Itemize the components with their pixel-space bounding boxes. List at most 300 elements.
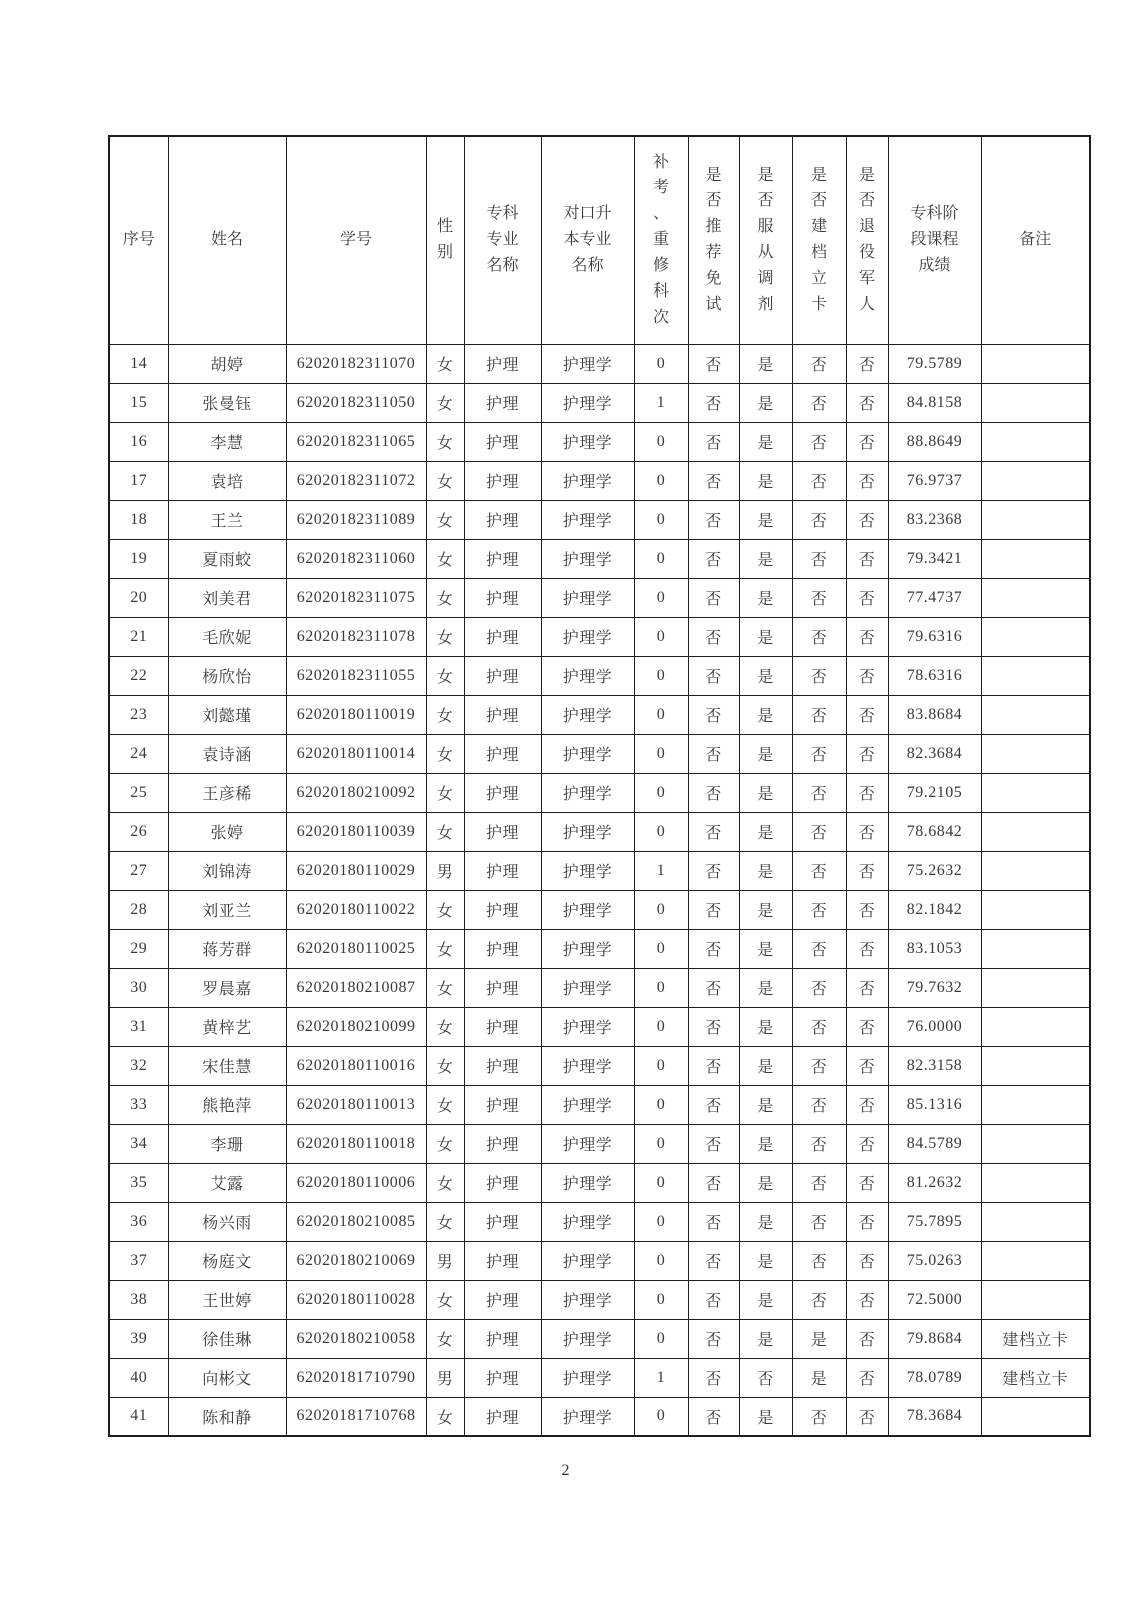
- cell-remark: [981, 929, 1090, 968]
- cell-index: 40: [109, 1358, 168, 1397]
- cell-exempt-recommended: 否: [688, 734, 739, 773]
- cell-remark: [981, 773, 1090, 812]
- cell-exempt-recommended: 否: [688, 461, 739, 500]
- cell-college-score: 77.4737: [888, 578, 981, 617]
- cell-name: 向彬文: [168, 1358, 286, 1397]
- cell-makeup-retake: 0: [634, 1046, 688, 1085]
- cell-name: 杨欣怡: [168, 656, 286, 695]
- cell-obey-adjustment: 是: [739, 695, 792, 734]
- cell-remark: [981, 500, 1090, 539]
- table-row: [109, 1280, 1090, 1319]
- cell-makeup-retake: 0: [634, 1319, 688, 1358]
- cell-remark: [981, 1124, 1090, 1163]
- cell-student-id: 62020182311050: [286, 383, 426, 422]
- cell-student-id: 62020180110018: [286, 1124, 426, 1163]
- cell-remark: [981, 422, 1090, 461]
- cell-college-score: 75.0263: [888, 1241, 981, 1280]
- cell-exempt-recommended: 否: [688, 968, 739, 1007]
- cell-obey-adjustment: 是: [739, 1046, 792, 1085]
- column-header-gender: [426, 136, 464, 344]
- cell-poverty-registered: 否: [792, 1202, 846, 1241]
- cell-remark: 建档立卡: [981, 1319, 1090, 1358]
- cell-poverty-registered: 否: [792, 383, 846, 422]
- cell-upgrade-major: 护理学: [541, 734, 634, 773]
- table-body: [109, 344, 1090, 1436]
- cell-student-id: 62020182311060: [286, 539, 426, 578]
- cell-student-id: 62020180110022: [286, 890, 426, 929]
- cell-poverty-registered: 否: [792, 812, 846, 851]
- cell-poverty-registered: 否: [792, 1280, 846, 1319]
- table-row: [109, 968, 1090, 1007]
- cell-upgrade-major: 护理学: [541, 383, 634, 422]
- cell-upgrade-major: 护理学: [541, 617, 634, 656]
- cell-remark: [981, 695, 1090, 734]
- cell-upgrade-major: 护理学: [541, 500, 634, 539]
- cell-poverty-registered: 否: [792, 1397, 846, 1436]
- cell-name: 陈和静: [168, 1397, 286, 1436]
- cell-makeup-retake: 1: [634, 851, 688, 890]
- cell-name: 杨庭文: [168, 1241, 286, 1280]
- cell-college-major: 护理: [464, 500, 541, 539]
- cell-index: 17: [109, 461, 168, 500]
- cell-remark: [981, 812, 1090, 851]
- cell-exempt-recommended: 否: [688, 1163, 739, 1202]
- column-header-label: 是否建档立卡: [810, 166, 827, 314]
- cell-veteran: 否: [846, 695, 888, 734]
- cell-upgrade-major: 护理学: [541, 539, 634, 578]
- cell-index: 33: [109, 1085, 168, 1124]
- table-row: [109, 773, 1090, 812]
- cell-veteran: 否: [846, 1046, 888, 1085]
- cell-upgrade-major: 护理学: [541, 890, 634, 929]
- cell-veteran: 否: [846, 461, 888, 500]
- column-header-label: 性别: [436, 218, 453, 262]
- cell-upgrade-major: 护理学: [541, 929, 634, 968]
- cell-index: 30: [109, 968, 168, 1007]
- cell-remark: 建档立卡: [981, 1358, 1090, 1397]
- cell-upgrade-major: 护理学: [541, 1085, 634, 1124]
- column-header-makeup-retake: [634, 136, 688, 344]
- cell-remark: [981, 1007, 1090, 1046]
- cell-makeup-retake: 0: [634, 812, 688, 851]
- cell-upgrade-major: 护理学: [541, 422, 634, 461]
- cell-obey-adjustment: 是: [739, 851, 792, 890]
- cell-upgrade-major: 护理学: [541, 812, 634, 851]
- cell-gender: 女: [426, 578, 464, 617]
- page-number: 2: [561, 1462, 570, 1479]
- cell-student-id: 62020180210099: [286, 1007, 426, 1046]
- column-header-college-major: [464, 136, 541, 344]
- cell-remark: [981, 1241, 1090, 1280]
- cell-gender: 女: [426, 539, 464, 578]
- cell-student-id: 62020182311070: [286, 344, 426, 383]
- cell-poverty-registered: 否: [792, 578, 846, 617]
- cell-veteran: 否: [846, 851, 888, 890]
- cell-gender: 女: [426, 773, 464, 812]
- cell-college-major: 护理: [464, 656, 541, 695]
- cell-veteran: 否: [846, 617, 888, 656]
- cell-college-score: 85.1316: [888, 1085, 981, 1124]
- cell-remark: [981, 578, 1090, 617]
- cell-makeup-retake: 0: [634, 773, 688, 812]
- cell-name: 艾露: [168, 1163, 286, 1202]
- cell-college-score: 75.7895: [888, 1202, 981, 1241]
- cell-upgrade-major: 护理学: [541, 773, 634, 812]
- cell-remark: [981, 539, 1090, 578]
- cell-poverty-registered: 否: [792, 1124, 846, 1163]
- cell-student-id: 62020182311072: [286, 461, 426, 500]
- cell-college-score: 83.1053: [888, 929, 981, 968]
- cell-college-major: 护理: [464, 890, 541, 929]
- cell-name: 夏雨蛟: [168, 539, 286, 578]
- table-row: [109, 500, 1090, 539]
- column-header-label: 是否服从调剂: [757, 166, 774, 314]
- cell-remark: [981, 1085, 1090, 1124]
- table-row: [109, 461, 1090, 500]
- cell-name: 王彦稀: [168, 773, 286, 812]
- table-head: [109, 136, 1090, 344]
- column-header-label: 专科阶段课程成绩: [910, 205, 959, 275]
- cell-makeup-retake: 0: [634, 500, 688, 539]
- cell-college-major: 护理: [464, 968, 541, 1007]
- cell-upgrade-major: 护理学: [541, 1046, 634, 1085]
- cell-remark: [981, 734, 1090, 773]
- cell-gender: 女: [426, 344, 464, 383]
- column-header-label: 是否推荐免试: [705, 166, 722, 314]
- cell-student-id: 62020180110013: [286, 1085, 426, 1124]
- cell-remark: [981, 1046, 1090, 1085]
- cell-college-major: 护理: [464, 734, 541, 773]
- cell-index: 28: [109, 890, 168, 929]
- table-row: [109, 1163, 1090, 1202]
- cell-obey-adjustment: 是: [739, 1280, 792, 1319]
- column-header-obey-adjustment: [739, 136, 792, 344]
- cell-obey-adjustment: 是: [739, 929, 792, 968]
- cell-exempt-recommended: 否: [688, 656, 739, 695]
- cell-student-id: 62020181710790: [286, 1358, 426, 1397]
- cell-obey-adjustment: 是: [739, 383, 792, 422]
- column-header-poverty-registered: [792, 136, 846, 344]
- cell-obey-adjustment: 是: [739, 656, 792, 695]
- cell-poverty-registered: 否: [792, 617, 846, 656]
- cell-college-major: 护理: [464, 1202, 541, 1241]
- cell-gender: 女: [426, 968, 464, 1007]
- cell-college-score: 78.6316: [888, 656, 981, 695]
- cell-name: 刘懿瑾: [168, 695, 286, 734]
- column-header-remark: [981, 136, 1090, 344]
- cell-remark: [981, 968, 1090, 1007]
- cell-name: 李慧: [168, 422, 286, 461]
- cell-college-major: 护理: [464, 1319, 541, 1358]
- cell-obey-adjustment: 是: [739, 1202, 792, 1241]
- cell-college-major: 护理: [464, 461, 541, 500]
- cell-student-id: 62020180210069: [286, 1241, 426, 1280]
- cell-index: 25: [109, 773, 168, 812]
- cell-student-id: 62020180210058: [286, 1319, 426, 1358]
- cell-poverty-registered: 否: [792, 344, 846, 383]
- cell-remark: [981, 1280, 1090, 1319]
- cell-makeup-retake: 0: [634, 539, 688, 578]
- table-row: [109, 617, 1090, 656]
- cell-exempt-recommended: 否: [688, 1007, 739, 1046]
- cell-college-major: 护理: [464, 539, 541, 578]
- cell-name: 刘亚兰: [168, 890, 286, 929]
- cell-obey-adjustment: 是: [739, 1241, 792, 1280]
- cell-college-major: 护理: [464, 1163, 541, 1202]
- cell-college-score: 76.0000: [888, 1007, 981, 1046]
- cell-obey-adjustment: 是: [739, 1124, 792, 1163]
- cell-makeup-retake: 0: [634, 617, 688, 656]
- cell-veteran: 否: [846, 812, 888, 851]
- cell-college-major: 护理: [464, 578, 541, 617]
- cell-index: 41: [109, 1397, 168, 1436]
- cell-gender: 女: [426, 1163, 464, 1202]
- cell-index: 27: [109, 851, 168, 890]
- cell-name: 刘美君: [168, 578, 286, 617]
- cell-makeup-retake: 0: [634, 1241, 688, 1280]
- cell-veteran: 否: [846, 773, 888, 812]
- cell-veteran: 否: [846, 1280, 888, 1319]
- column-header-exempt-recommended: [688, 136, 739, 344]
- cell-college-score: 82.1842: [888, 890, 981, 929]
- cell-makeup-retake: 0: [634, 1007, 688, 1046]
- cell-remark: [981, 383, 1090, 422]
- cell-name: 李珊: [168, 1124, 286, 1163]
- cell-college-score: 76.9737: [888, 461, 981, 500]
- cell-upgrade-major: 护理学: [541, 1241, 634, 1280]
- header-row: [109, 136, 1090, 344]
- cell-upgrade-major: 护理学: [541, 1280, 634, 1319]
- cell-gender: 女: [426, 734, 464, 773]
- cell-upgrade-major: 护理学: [541, 461, 634, 500]
- table-row: [109, 383, 1090, 422]
- table-row: [109, 578, 1090, 617]
- cell-gender: 女: [426, 1124, 464, 1163]
- cell-index: 29: [109, 929, 168, 968]
- cell-gender: 女: [426, 890, 464, 929]
- cell-makeup-retake: 0: [634, 422, 688, 461]
- cell-index: 18: [109, 500, 168, 539]
- cell-gender: 女: [426, 1319, 464, 1358]
- cell-name: 杨兴雨: [168, 1202, 286, 1241]
- cell-poverty-registered: 否: [792, 539, 846, 578]
- cell-remark: [981, 617, 1090, 656]
- cell-name: 袁诗涵: [168, 734, 286, 773]
- cell-gender: 女: [426, 383, 464, 422]
- cell-student-id: 62020180110014: [286, 734, 426, 773]
- cell-veteran: 否: [846, 539, 888, 578]
- cell-exempt-recommended: 否: [688, 422, 739, 461]
- cell-college-score: 82.3684: [888, 734, 981, 773]
- cell-poverty-registered: 否: [792, 656, 846, 695]
- cell-student-id: 62020182311089: [286, 500, 426, 539]
- cell-index: 14: [109, 344, 168, 383]
- cell-makeup-retake: 0: [634, 1280, 688, 1319]
- cell-obey-adjustment: 否: [739, 1358, 792, 1397]
- cell-index: 19: [109, 539, 168, 578]
- cell-makeup-retake: 0: [634, 461, 688, 500]
- cell-obey-adjustment: 是: [739, 968, 792, 1007]
- cell-name: 宋佳慧: [168, 1046, 286, 1085]
- cell-gender: 女: [426, 1202, 464, 1241]
- cell-index: 39: [109, 1319, 168, 1358]
- cell-upgrade-major: 护理学: [541, 578, 634, 617]
- cell-student-id: 62020180210087: [286, 968, 426, 1007]
- cell-student-id: 62020180110039: [286, 812, 426, 851]
- table-row: [109, 1397, 1090, 1436]
- cell-remark: [981, 461, 1090, 500]
- cell-obey-adjustment: 是: [739, 890, 792, 929]
- cell-index: 31: [109, 1007, 168, 1046]
- table-row: [109, 344, 1090, 383]
- cell-name: 黄梓艺: [168, 1007, 286, 1046]
- cell-college-score: 79.3421: [888, 539, 981, 578]
- student-roster-table-wrap: [108, 135, 1089, 1437]
- cell-makeup-retake: 0: [634, 695, 688, 734]
- table-row: [109, 422, 1090, 461]
- cell-upgrade-major: 护理学: [541, 968, 634, 1007]
- cell-gender: 女: [426, 1046, 464, 1085]
- column-header-student-id: [286, 136, 426, 344]
- cell-college-score: 84.5789: [888, 1124, 981, 1163]
- cell-exempt-recommended: 否: [688, 1358, 739, 1397]
- cell-college-major: 护理: [464, 1280, 541, 1319]
- cell-exempt-recommended: 否: [688, 812, 739, 851]
- cell-college-score: 72.5000: [888, 1280, 981, 1319]
- cell-index: 20: [109, 578, 168, 617]
- cell-exempt-recommended: 否: [688, 617, 739, 656]
- cell-exempt-recommended: 否: [688, 539, 739, 578]
- cell-college-score: 81.2632: [888, 1163, 981, 1202]
- column-header-label: 序号: [122, 231, 155, 249]
- cell-college-score: 75.2632: [888, 851, 981, 890]
- cell-student-id: 62020181710768: [286, 1397, 426, 1436]
- student-roster-table: [108, 135, 1091, 1437]
- cell-obey-adjustment: 是: [739, 734, 792, 773]
- table-row: [109, 1358, 1090, 1397]
- cell-obey-adjustment: 是: [739, 773, 792, 812]
- cell-obey-adjustment: 是: [739, 1007, 792, 1046]
- cell-college-score: 79.5789: [888, 344, 981, 383]
- cell-college-major: 护理: [464, 812, 541, 851]
- cell-obey-adjustment: 是: [739, 422, 792, 461]
- cell-index: 21: [109, 617, 168, 656]
- cell-exempt-recommended: 否: [688, 1241, 739, 1280]
- cell-veteran: 否: [846, 1163, 888, 1202]
- cell-obey-adjustment: 是: [739, 812, 792, 851]
- cell-student-id: 62020180110016: [286, 1046, 426, 1085]
- cell-student-id: 62020180110029: [286, 851, 426, 890]
- cell-gender: 女: [426, 812, 464, 851]
- cell-upgrade-major: 护理学: [541, 1007, 634, 1046]
- cell-college-major: 护理: [464, 929, 541, 968]
- cell-gender: 女: [426, 422, 464, 461]
- cell-gender: 女: [426, 929, 464, 968]
- table-row: [109, 1319, 1090, 1358]
- cell-upgrade-major: 护理学: [541, 1163, 634, 1202]
- column-header-index: [109, 136, 168, 344]
- cell-veteran: 否: [846, 500, 888, 539]
- cell-upgrade-major: 护理学: [541, 1202, 634, 1241]
- cell-name: 毛欣妮: [168, 617, 286, 656]
- cell-exempt-recommended: 否: [688, 773, 739, 812]
- cell-poverty-registered: 否: [792, 929, 846, 968]
- cell-student-id: 62020182311055: [286, 656, 426, 695]
- cell-upgrade-major: 护理学: [541, 1124, 634, 1163]
- cell-exempt-recommended: 否: [688, 929, 739, 968]
- table-row: [109, 1046, 1090, 1085]
- column-header-name: [168, 136, 286, 344]
- cell-gender: 女: [426, 1007, 464, 1046]
- cell-poverty-registered: 否: [792, 422, 846, 461]
- cell-index: 37: [109, 1241, 168, 1280]
- cell-student-id: 62020180110028: [286, 1280, 426, 1319]
- cell-veteran: 否: [846, 968, 888, 1007]
- cell-student-id: 62020180110006: [286, 1163, 426, 1202]
- cell-college-major: 护理: [464, 1046, 541, 1085]
- cell-veteran: 否: [846, 344, 888, 383]
- cell-exempt-recommended: 否: [688, 1202, 739, 1241]
- cell-poverty-registered: 否: [792, 968, 846, 1007]
- cell-makeup-retake: 0: [634, 1163, 688, 1202]
- cell-college-major: 护理: [464, 1124, 541, 1163]
- cell-college-major: 护理: [464, 851, 541, 890]
- cell-exempt-recommended: 否: [688, 500, 739, 539]
- cell-obey-adjustment: 是: [739, 578, 792, 617]
- cell-veteran: 否: [846, 1358, 888, 1397]
- cell-poverty-registered: 否: [792, 851, 846, 890]
- cell-exempt-recommended: 否: [688, 578, 739, 617]
- table-row: [109, 1124, 1090, 1163]
- cell-remark: [981, 890, 1090, 929]
- cell-obey-adjustment: 是: [739, 1397, 792, 1436]
- cell-veteran: 否: [846, 383, 888, 422]
- cell-college-score: 88.8649: [888, 422, 981, 461]
- cell-poverty-registered: 否: [792, 1241, 846, 1280]
- cell-index: 22: [109, 656, 168, 695]
- cell-index: 32: [109, 1046, 168, 1085]
- cell-poverty-registered: 是: [792, 1358, 846, 1397]
- cell-gender: 女: [426, 1397, 464, 1436]
- cell-student-id: 62020182311078: [286, 617, 426, 656]
- cell-student-id: 62020180210092: [286, 773, 426, 812]
- cell-college-major: 护理: [464, 344, 541, 383]
- cell-makeup-retake: 0: [634, 656, 688, 695]
- column-header-label: 是否退役军人: [858, 166, 875, 314]
- column-header-label: 补考、重修科次: [652, 153, 669, 327]
- cell-student-id: 62020182311075: [286, 578, 426, 617]
- cell-college-major: 护理: [464, 1007, 541, 1046]
- column-header-veteran: [846, 136, 888, 344]
- cell-name: 张婷: [168, 812, 286, 851]
- cell-obey-adjustment: 是: [739, 617, 792, 656]
- cell-index: 35: [109, 1163, 168, 1202]
- cell-name: 袁培: [168, 461, 286, 500]
- cell-student-id: 62020182311065: [286, 422, 426, 461]
- cell-index: 26: [109, 812, 168, 851]
- cell-remark: [981, 1202, 1090, 1241]
- cell-obey-adjustment: 是: [739, 344, 792, 383]
- cell-name: 熊艳萍: [168, 1085, 286, 1124]
- cell-gender: 女: [426, 461, 464, 500]
- cell-makeup-retake: 0: [634, 1397, 688, 1436]
- cell-veteran: 否: [846, 1007, 888, 1046]
- cell-college-score: 78.0789: [888, 1358, 981, 1397]
- cell-name: 徐佳琳: [168, 1319, 286, 1358]
- cell-makeup-retake: 0: [634, 968, 688, 1007]
- table-row: [109, 734, 1090, 773]
- cell-obey-adjustment: 是: [739, 1319, 792, 1358]
